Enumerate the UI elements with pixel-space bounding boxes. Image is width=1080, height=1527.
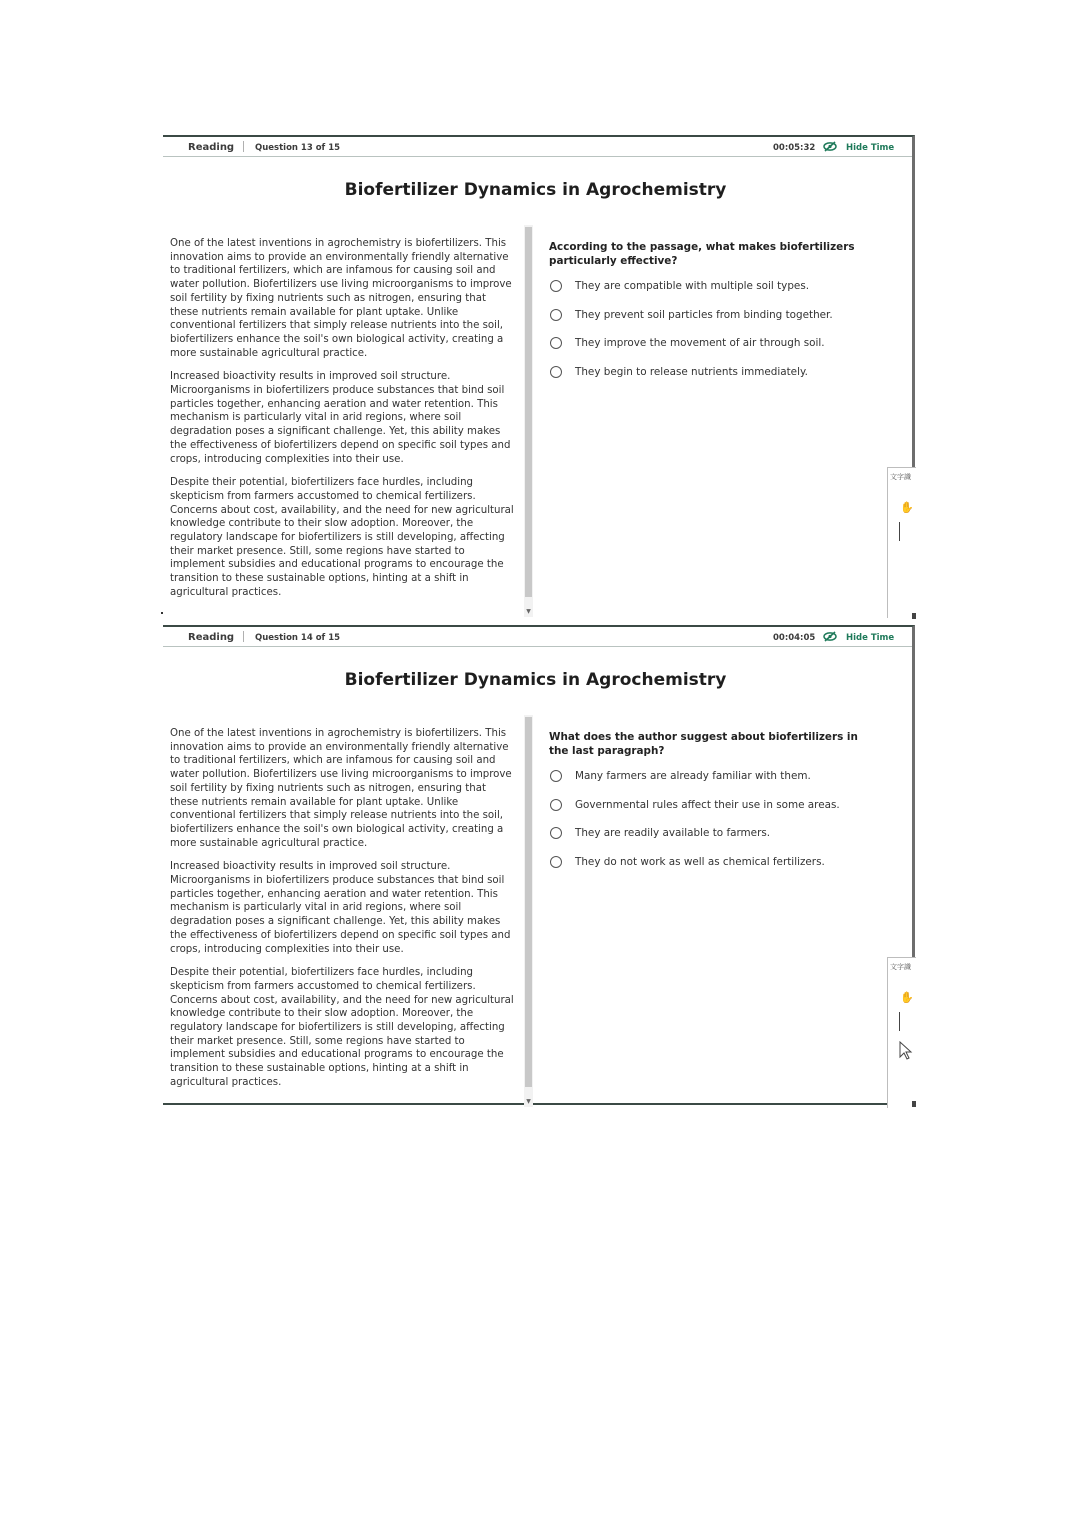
answer-options [550,770,890,884]
answer-option-label[interactable]: They begin to release nutrients immediately. [575,365,808,378]
radio-button[interactable] [550,337,562,349]
hand-icon[interactable]: ✋ [900,501,914,514]
eye-slash-icon[interactable] [823,631,837,642]
question-text: According to the passage, what makes biofertilizers particularly effective? [549,241,855,267]
ocr-toolbox [887,467,916,618]
radio-button[interactable] [550,770,562,782]
answer-option[interactable] [550,280,890,309]
answer-option[interactable] [550,827,890,856]
cursor-arrow-icon [898,1041,914,1061]
answer-option-label[interactable]: They improve the movement of air through soil. [575,337,825,349]
divider [243,631,244,642]
corner-mark [912,613,916,619]
scroll-down-arrow-icon[interactable]: ▼ [526,608,531,615]
radio-button[interactable] [550,827,562,839]
passage-paragraph-2: Increased bioactivity results in improved soil structure. Microorganisms in biofertilizers produce substances that bind soil particles together, enhancing aeration and water retention. This mechanism is particularly vital in arid regions, where soil degradation poses a significant challenge. Yet, this ability makes the effectiveness of biofertilizers depend on specific soil types and crops, introducing complexities into their use. [170,371,511,465]
answer-option[interactable] [550,337,890,366]
answer-option[interactable] [550,856,890,885]
eye-slash-icon[interactable] [823,141,837,152]
passage-paragraph-2: Increased bioactivity results in improved soil structure. Microorganisms in biofertilizers produce substances that bind soil particles together, enhancing aeration and water retention. This mechanism is particularly vital in arid regions, where soil degradation poses a significant challenge. Yet, this ability makes the effectiveness of biofertilizers depend on specific soil types and crops, introducing complexities into their use. [170,861,511,955]
answer-option-label[interactable]: Governmental rules affect their use in some areas. [575,798,840,811]
answer-option-label[interactable]: They do not work as well as chemical fertilizers. [575,855,825,868]
question-counter: Question 13 of 15 [255,143,341,153]
radio-button[interactable] [550,366,562,378]
answer-option-label[interactable]: They prevent soil particles from binding together. [575,308,833,321]
radio-button[interactable] [550,280,562,292]
text-cursor-icon [899,1012,900,1031]
question-text: What does the author suggest about biofertilizers in the last paragraph? [549,731,858,757]
scroll-down-arrow-icon[interactable]: ▼ [526,1098,531,1105]
ocr-tool-label[interactable]: 文字識 [890,473,911,481]
text-cursor-icon [899,522,900,541]
hide-time-button[interactable]: Hide Time [846,143,895,153]
divider [243,141,244,152]
section-label: Reading [188,632,235,643]
passage-title: Biofertilizer Dynamics in Agrochemistry [344,180,727,200]
radio-button[interactable] [550,799,562,811]
top-bar [163,137,912,157]
answer-option-label[interactable]: They are readily available to farmers. [575,827,771,839]
ocr-tool-label[interactable]: 文字識 [890,963,911,971]
passage-title: Biofertilizer Dynamics in Agrochemistry [344,670,727,690]
scrollbar-thumb[interactable] [525,717,532,1087]
answer-option[interactable] [550,770,890,799]
answer-option-label[interactable]: They are compatible with multiple soil types. [575,280,810,292]
edge-mark [161,612,163,614]
answer-option-label[interactable]: Many farmers are already familiar with them. [575,770,811,782]
section-label: Reading [188,142,235,153]
corner-mark [912,1101,916,1107]
passage-paragraph-1: One of the latest inventions in agrochemistry is biofertilizers. This innovation aims to provide an environmentally friendly alternative to traditional fertilizers, which are infamous for causing soil and water pollution. Biofertilizers use living microorganisms to improve soil fertility by fixing nutrients such as nitrogen, ensuring that these nutrients remain available for plant uptake. Unlike conventional fertilizers that simply release nutrients into the soil, biofertilizers enhance the soil's own biological activity, creating a more sustainable agricultural practice. [170,238,512,359]
passage [170,727,516,1100]
answer-option[interactable] [550,366,890,395]
scrollbar-thumb[interactable] [525,227,532,597]
ocr-toolbox [887,957,916,1108]
passage-paragraph-3: Despite their potential, biofertilizers face hurdles, including skepticism from farmers accustomed to chemical fertilizers. Concerns about cost, availability, and the need for new agricultural knowledge contribute to their slow adoption. Moreover, the regulatory landscape for biofertilizers is still developing, affecting their market presence. Still, some regions have started to implement subsidies and educational programs to encourage the transition to these sustainable options, hinting at a shift in agricultural practices. [170,967,514,1088]
question-panel-14 [163,625,915,1105]
timer: 00:04:05 [773,633,816,643]
top-bar [163,627,912,647]
question-panel-13 [163,135,915,615]
passage-scrollbar[interactable] [524,715,533,1107]
passage-paragraph-3: Despite their potential, biofertilizers face hurdles, including skepticism from farmers accustomed to chemical fertilizers. Concerns about cost, availability, and the need for new agricultural knowledge contribute to their slow adoption. Moreover, the regulatory landscape for biofertilizers is still developing, affecting their market presence. Still, some regions have started to implement subsidies and educational programs to encourage the transition to these sustainable options, hinting at a shift in agricultural practices. [170,477,514,598]
hand-icon[interactable]: ✋ [900,991,914,1004]
question-counter: Question 14 of 15 [255,633,341,643]
passage-scrollbar[interactable] [524,225,533,617]
passage-paragraph-1: One of the latest inventions in agrochemistry is biofertilizers. This innovation aims to provide an environmentally friendly alternative to traditional fertilizers, which are infamous for causing soil and water pollution. Biofertilizers use living microorganisms to improve soil fertility by fixing nutrients such as nitrogen, ensuring that these nutrients remain available for plant uptake. Unlike conventional fertilizers that simply release nutrients into the soil, biofertilizers enhance the soil's own biological activity, creating a more sustainable agricultural practice. [170,728,512,849]
radio-button[interactable] [550,856,562,868]
radio-button[interactable] [550,309,562,321]
answer-option[interactable] [550,309,890,338]
passage [170,237,516,610]
answer-options [550,280,890,394]
timer: 00:05:32 [773,143,816,153]
hide-time-button[interactable]: Hide Time [846,633,895,643]
answer-option[interactable] [550,799,890,828]
